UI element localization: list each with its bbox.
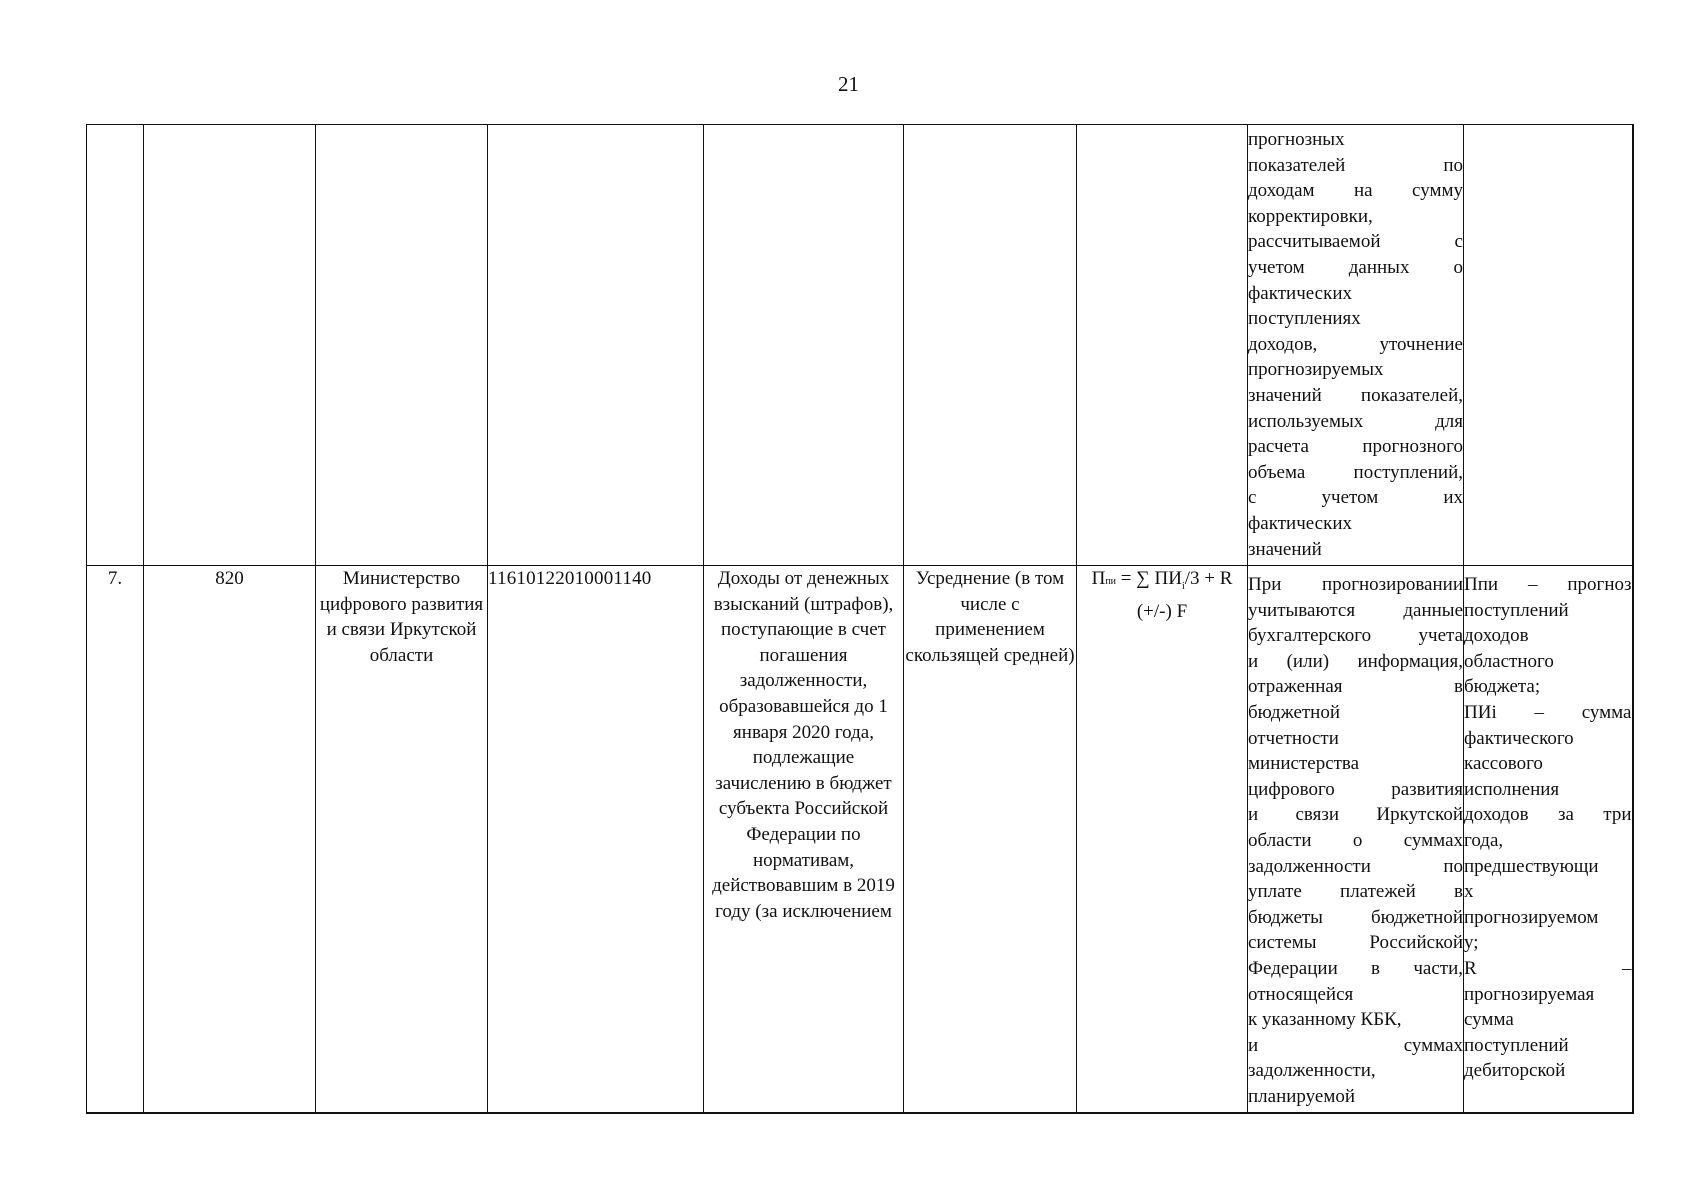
cell-income-name: Доходы от денежных взысканий (штрафов), поступающие в счет погашения задолженности, образовавшейся до 1 января 2020 года, подлежащие зачислению в бюджет субъекта Российской Федерации по нормативам, действовавшим в 2019 году (за исключением bbox=[704, 566, 904, 1114]
algorithm-line: значений bbox=[1248, 538, 1322, 560]
algorithm-line: и (или) информация, bbox=[1248, 650, 1463, 672]
algorithm-line: цифрового развития bbox=[1248, 778, 1463, 800]
algorithm-line: министерства bbox=[1248, 753, 1360, 775]
formula-lhs: П bbox=[1091, 568, 1106, 589]
indicator-line: дебиторской bbox=[1464, 1060, 1566, 1082]
indicator-line: у; bbox=[1464, 932, 1479, 954]
algorithm-line: и связи Иркутской bbox=[1248, 804, 1463, 826]
page-number: 21 bbox=[838, 72, 859, 96]
algorithm-line: используемых для bbox=[1248, 410, 1463, 432]
formula-line-2: (+/-) F bbox=[1136, 601, 1188, 623]
algorithm-line: При прогнозировании bbox=[1248, 574, 1463, 595]
algorithm-line: отраженная в bbox=[1248, 676, 1463, 698]
algorithm-line: поступлениях bbox=[1248, 308, 1361, 330]
cell-method bbox=[904, 125, 1077, 566]
algorithm-line: фактических bbox=[1248, 282, 1352, 304]
algorithm-line: бухгалтерского учета bbox=[1248, 625, 1463, 647]
formula-rhs: /3 + R bbox=[1184, 568, 1233, 589]
formula-mid: = ∑ ПИ bbox=[1116, 568, 1182, 589]
indicator-line: прогнозируемая bbox=[1464, 983, 1595, 1005]
indicator-line: поступлений bbox=[1464, 1034, 1569, 1056]
cell-indicators bbox=[1464, 566, 1633, 1114]
indicator-line: ПИi – сумма bbox=[1464, 701, 1632, 723]
algorithm-line: задолженности по bbox=[1248, 855, 1463, 877]
indicator-line: кассового bbox=[1464, 753, 1543, 775]
cell-formula bbox=[1077, 125, 1248, 566]
algorithm-line: рассчитываемой с bbox=[1248, 231, 1463, 253]
algorithm-line: доходам на сумму bbox=[1248, 180, 1463, 202]
revenue-forecast-table bbox=[86, 124, 1634, 1114]
indicator-line: Ппи – прогноз bbox=[1464, 574, 1632, 595]
algorithm-line: доходов, уточнение bbox=[1248, 333, 1463, 355]
algorithm-line: прогнозируемых bbox=[1248, 359, 1384, 381]
indicator-line: поступлений bbox=[1464, 599, 1569, 621]
indicator-line: областного bbox=[1464, 650, 1554, 672]
cell-admin-code: 820 bbox=[144, 566, 316, 1114]
cell-administrator bbox=[316, 125, 488, 566]
algorithm-line: системы Российской bbox=[1248, 932, 1463, 954]
indicator-line: доходов bbox=[1464, 625, 1529, 647]
algorithm-line: бюджетной bbox=[1248, 701, 1341, 723]
cell-indicators bbox=[1464, 125, 1633, 566]
algorithm-line: области о суммах bbox=[1248, 829, 1463, 851]
indicator-line: исполнения bbox=[1464, 778, 1560, 800]
algorithm-line: и суммах bbox=[1248, 1034, 1463, 1056]
table-row-7 bbox=[87, 566, 1633, 1114]
indicator-line: сумма bbox=[1464, 1009, 1514, 1031]
algorithm-line: Федерации в части, bbox=[1248, 957, 1463, 979]
algorithm-line: уплате платежей в bbox=[1248, 881, 1463, 903]
table-row-continuation bbox=[87, 125, 1633, 566]
indicator-line: года, bbox=[1464, 829, 1504, 851]
algorithm-line: объема поступлений, bbox=[1248, 461, 1463, 483]
cell-administrator: Министерство цифрового развития и связи Иркутской области bbox=[316, 566, 488, 1114]
indicator-line: бюджета; bbox=[1464, 676, 1541, 698]
algorithm-line: к указанному КБК, bbox=[1248, 1009, 1402, 1031]
algorithm-line: фактических bbox=[1248, 512, 1352, 534]
algorithm-line: учитываются данные bbox=[1248, 599, 1463, 621]
indicator-line: фактического bbox=[1464, 727, 1574, 749]
algorithm-line: с учетом их bbox=[1248, 487, 1463, 509]
cell-algorithm bbox=[1248, 125, 1464, 566]
algorithm-line: учетом данных о bbox=[1248, 256, 1463, 278]
cell-algorithm bbox=[1248, 566, 1464, 1114]
formula-lhs-subscript: пи bbox=[1105, 576, 1117, 587]
cell-number bbox=[87, 125, 144, 566]
algorithm-line: корректировки, bbox=[1248, 205, 1373, 227]
algorithm-line: отчетности bbox=[1248, 727, 1339, 749]
indicator-line: предшествующи bbox=[1464, 855, 1599, 877]
cell-kbk: 11610122010001140 bbox=[488, 566, 704, 1114]
algorithm-line: задолженности, bbox=[1248, 1060, 1376, 1082]
indicator-line: доходов за три bbox=[1464, 804, 1632, 826]
algorithm-line: планируемой bbox=[1248, 1085, 1356, 1107]
algorithm-line: расчета прогнозного bbox=[1248, 436, 1463, 458]
algorithm-line: показателей по bbox=[1248, 154, 1463, 176]
cell-number: 7. bbox=[87, 566, 144, 1114]
algorithm-line: бюджеты бюджетной bbox=[1248, 906, 1463, 928]
indicator-line: прогнозируемом bbox=[1464, 906, 1599, 928]
formula-mid-subscript: i bbox=[1181, 580, 1185, 592]
algorithm-line: относящейся bbox=[1248, 983, 1354, 1005]
algorithm-line: значений показателей, bbox=[1248, 384, 1463, 406]
indicator-line: R – bbox=[1464, 957, 1632, 979]
algorithm-line: прогнозных bbox=[1248, 129, 1345, 150]
cell-kbk bbox=[488, 125, 704, 566]
indicator-line: х bbox=[1464, 881, 1474, 903]
cell-method: Усреднение (в том числе с применением скользящей средней) bbox=[904, 566, 1077, 1114]
cell-admin-code bbox=[144, 125, 316, 566]
cell-formula bbox=[1077, 566, 1248, 1114]
cell-income-name bbox=[704, 125, 904, 566]
